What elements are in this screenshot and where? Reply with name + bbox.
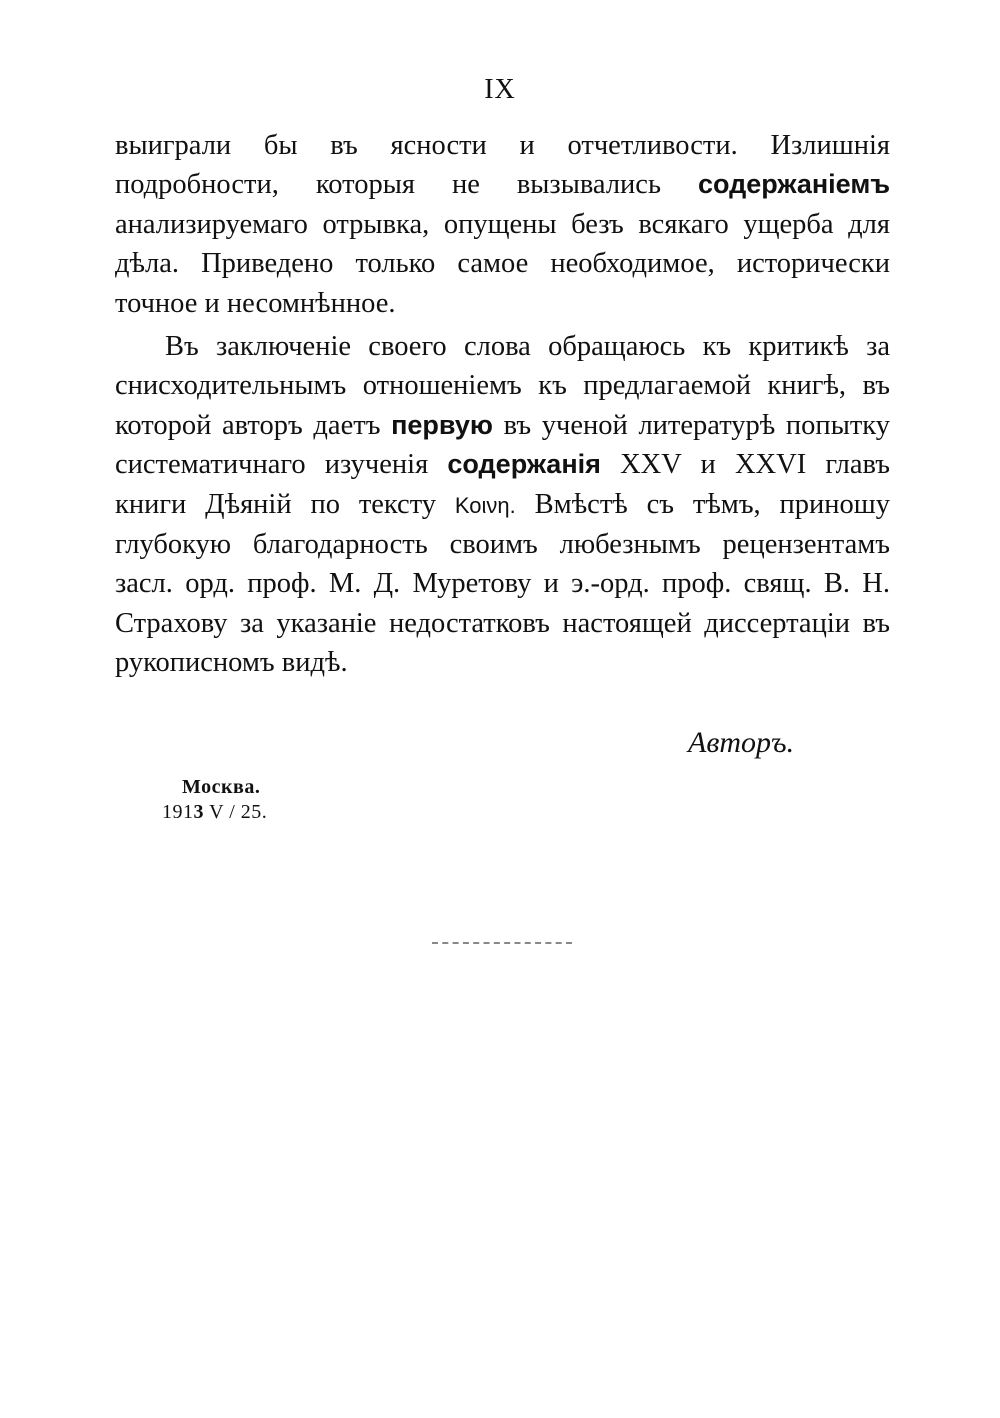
paragraph-2-text-2: въ ученой литературѣ попытку систематичнаго изученія xyxy=(115,409,890,481)
end-rule-divider xyxy=(432,942,572,944)
emphasis-pervuyu: первую xyxy=(391,409,493,440)
date-year-last-digit: 3 xyxy=(193,801,204,823)
body-text xyxy=(115,126,890,683)
emphasis-soderzhaniem: содержаніемъ xyxy=(697,169,890,200)
date-line xyxy=(162,801,267,824)
paragraph-1-text-1: выиграли бы въ ясности и отчетливости. Излишнія подробности, которыя не вызывались xyxy=(115,130,890,201)
greek-term-koine: Κοινη. xyxy=(454,492,516,518)
paragraph-1-text-2: анализируемаго отрывка, опущены безъ всякаго ущерба для дѣла. Приведено только самое необходимое, исторически точное и несомнѣнное. xyxy=(115,208,890,319)
date-year-prefix: 191 xyxy=(162,801,194,823)
place-name: Москва. xyxy=(182,776,261,798)
paragraph-1 xyxy=(115,126,890,323)
paragraph-2-text-3: XXV и XXVI главъ книги Дѣяній по тексту xyxy=(115,449,890,520)
emphasis-soderzhaniya: содержанія xyxy=(447,449,601,480)
paragraph-2-text-1: Въ заключеніе своего слова обращаюсь къ критикѣ за снисходительнымъ отношеніемъ къ предлагаемой книгѣ, въ которой авторъ даетъ xyxy=(115,331,890,441)
author-signature: Авторъ. xyxy=(688,726,795,759)
page-number: IX xyxy=(484,74,516,105)
paragraph-2-text-4: Вмѣстѣ съ тѣмъ, приношу глубокую благодарность своимъ любезнымъ рецензентамъ засл. орд. проф. М. Д. Муретову и э.-орд. проф. свящ. В. Н. Страхову за указаніе недостатковъ настоящей диссертаціи въ рукописномъ видѣ. xyxy=(115,488,890,679)
date-rest: V / 25. xyxy=(204,801,268,823)
paragraph-2 xyxy=(115,327,890,683)
